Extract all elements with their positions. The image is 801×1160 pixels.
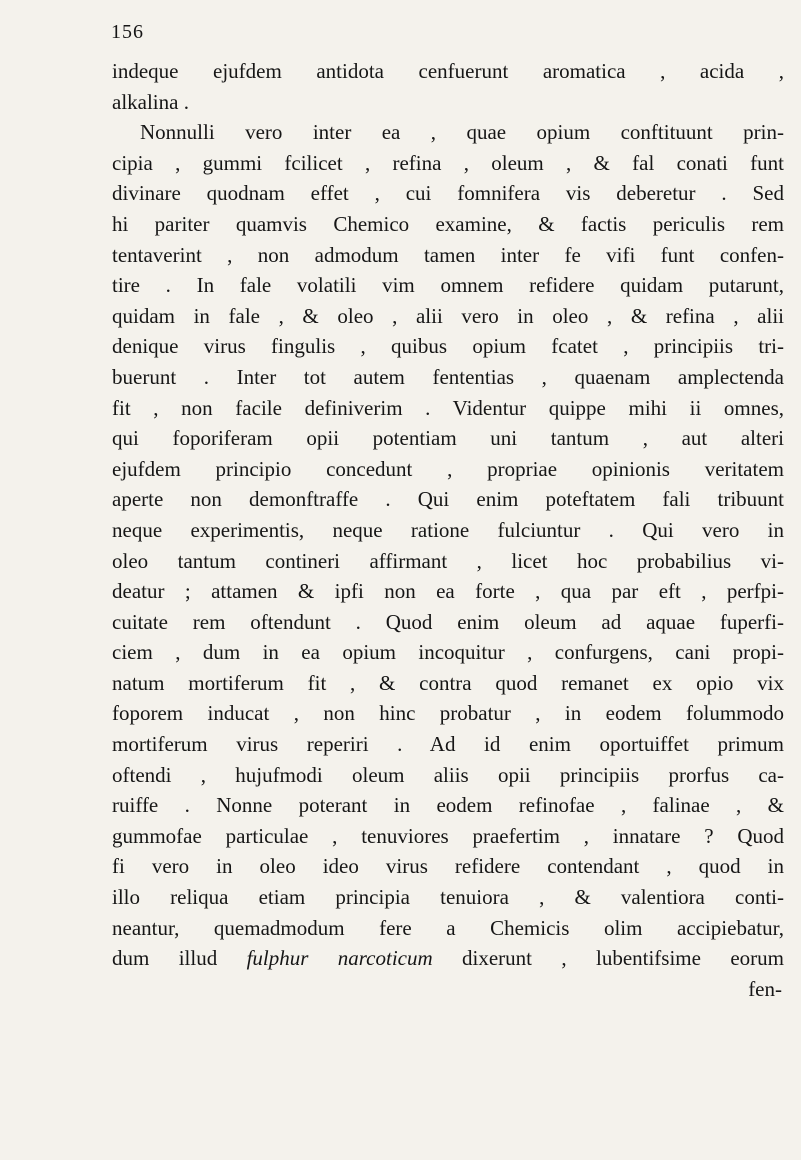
text-line-30-start: dum illud — [112, 946, 247, 971]
text-line-18: deatur ; attamen & ipfi non ea forte , qua par eft , perfpi- — [112, 579, 784, 604]
text-line-28: illo reliqua etiam principia tenuiora , & valentiora conti- — [112, 885, 784, 910]
text-line-23: mortiferum virus reperiri . Ad id enim oportuiffet primum — [112, 732, 784, 757]
text-line-26: gummofae particulae , tenuviores praefertim , innatare ? Quod — [112, 823, 784, 848]
text-line-30-end: dixerunt , lubentifsime eorum — [432, 946, 784, 971]
text-line-20: ciem , dum in ea opium incoquitur , confurgens, cani propi- — [112, 640, 784, 665]
text-line-24: oftendi , hujufmodi oleum aliis opii principiis prorfus ca- — [112, 762, 784, 787]
text-line-17: oleo tantum contineri affirmant , licet hoc probabilius vi- — [112, 548, 784, 573]
text-line-13: qui foporiferam opii potentiam uni tantum , aut alteri — [112, 426, 784, 451]
text-line-15: aperte non demonftraffe . Qui enim poteftatem fali tribuunt — [112, 487, 784, 512]
text-line-6: hi pariter quamvis Chemico examine, & factis periculis rem — [112, 211, 784, 236]
text-line-11: buerunt . Inter tot autem fententias , quaenam amplectenda — [112, 364, 784, 389]
text-line-7: tentaverint , non admodum tamen inter fe vifi funt confen- — [112, 242, 784, 267]
text-line-19: cuitate rem oftendunt . Quod enim oleum ad aquae fuperfi- — [112, 609, 784, 634]
text-line-29: neantur, quemadmodum fere a Chemicis olim accipiebatur, — [112, 915, 784, 940]
text-line-4: cipia , gummi fcilicet , refina , oleum , & fal conati funt — [112, 150, 784, 175]
italic-phrase: fulphur narcoticum — [246, 946, 433, 971]
text-line-5: divinare quodnam effet , cui fomnifera vis deberetur . Sed — [112, 181, 784, 206]
text-line-25: ruiffe . Nonne poterant in eodem refinofae , falinae , & — [112, 793, 784, 818]
text-line-2: alkalina . — [112, 89, 189, 114]
page-number: 156 — [111, 21, 144, 43]
text-line-30 — [112, 943, 784, 974]
text-line-3: Nonnulli vero inter ea , quae opium conftituunt prin- — [140, 120, 784, 145]
catchword: fen- — [748, 976, 782, 1001]
text-line-12: fit , non facile definiverim . Videntur quippe mihi ii omnes, — [112, 395, 784, 420]
text-line-21: natum mortiferum fit , & contra quod remanet ex opio vix — [112, 670, 784, 695]
text-line-8: tire . In fale volatili vim omnem refidere quidam putarunt, — [112, 273, 784, 298]
text-line-27: fi vero in oleo ideo virus refidere contendant , quod in — [112, 854, 784, 879]
body-text — [112, 56, 784, 1004]
text-line-1: indeque ejufdem antidota cenfuerunt aromatica , acida , — [112, 59, 784, 83]
text-line-9: quidam in fale , & oleo , alii vero in oleo , & refina , alii — [112, 303, 784, 328]
text-line-22: foporem inducat , non hinc probatur , in eodem folummodo — [112, 701, 784, 726]
text-line-16: neque experimentis, neque ratione fulciuntur . Qui vero in — [112, 517, 784, 542]
text-line-14: ejufdem principio concedunt , propriae opinionis veritatem — [112, 456, 784, 481]
text-line-10: denique virus fingulis , quibus opium fcatet , principiis tri- — [112, 334, 784, 359]
